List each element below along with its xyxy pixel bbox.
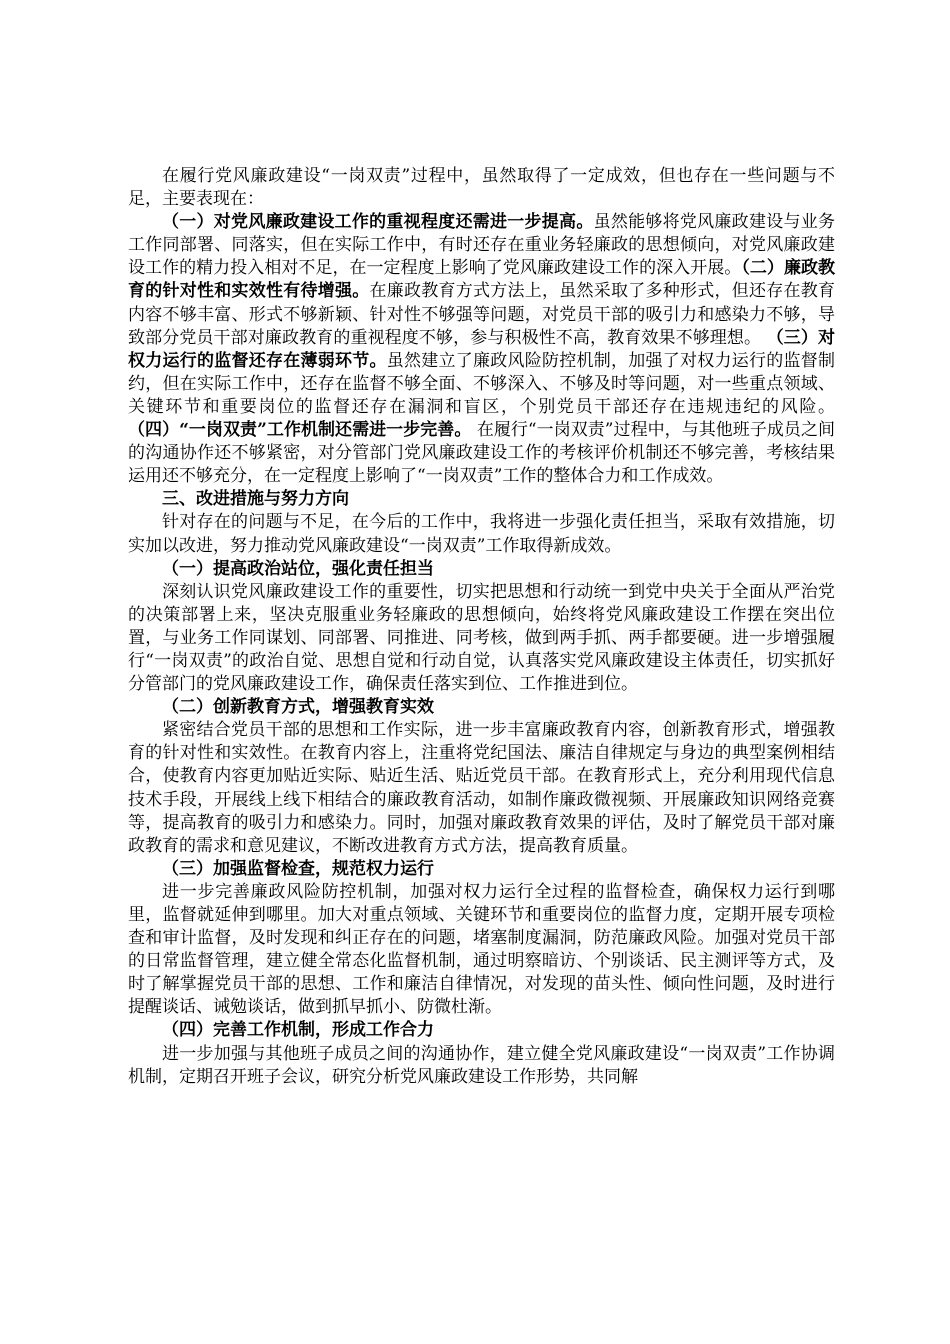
problem-3-text: 虽然建立了廉政风险防控机制，加强了对权力运行的监督制约，但在实际工作中，还存在监督不够全面、不够深入、不够及时等问题，对一些重点领域、关键环节和重要岗位的监督还存在漏洞和盲区，个别党员干部还存在违规违纪的风险。	[128, 350, 835, 417]
section-3-heading: 三、改进措施与努力方向	[162, 489, 349, 510]
measure-3-text: 进一步完善廉政风险防控机制，加强对权力运行全过程的监督检查，确保权力运行到哪里，监督就延伸到哪里。加大对重点领域、关键环节和重要岗位的监督力度，定期开展专项检查和审计监督，及时发现和纠正存在的问题，堵塞制度漏洞，防范廉政风险。加强对党员干部的日常监督管理，建立健全常态化监督机制，通过明察暗访、个别谈话、民主测评等方式，及时了解掌握党员干部的思想、工作和廉洁自律情况，对发现的苗头性、倾向性问题，及时进行提醒谈话、诫勉谈话，做到抓早抓小、防微杜渐。	[128, 881, 835, 1018]
problem-1-text: 虽然能够将党风廉政建设与业务工作同部署、同落实，但在实际工作中，有时还存在重业务轻廉政的思想倾向，对党风廉政建设工作的精力投入相对不足，在一定程度上影响了党风廉政建设工作的深入开展。	[128, 212, 835, 279]
measure-2-text: 紧密结合党员干部的思想和工作实际，进一步丰富廉政教育内容，创新教育形式，增强教育的针对性和实效性。在教育内容上，注重将党纪国法、廉洁自律规定与身边的典型案例相结合，使教育内容更加贴近实际、贴近生活、贴近党员干部。在教育形式上，充分利用现代信息技术手段，开展线上线下相结合的廉政教育活动，如制作廉政微视频、开展廉政知识网络竞赛等，提高教育的吸引力和感染力。同时，加强对廉政教育效果的评估，及时了解党员干部对廉政教育的需求和意见建议，不断改进教育方式方法，提高教育质量。	[128, 720, 835, 856]
problem-4-title: （四）“一岗双责”工作机制还需进一步完善。	[128, 420, 472, 441]
document-page	[128, 165, 835, 1089]
intro-paragraph: 在履行党风廉政建设“一岗双责”过程中，虽然取得了一定成效，但也存在一些问题与不足，主要表现在：	[128, 166, 835, 210]
measure-3-heading: （三）加强监督检查，规范权力运行	[162, 858, 434, 879]
measure-1-text: 深刻认识党风廉政建设工作的重要性，切实把思想和行动统一到党中央关于全面从严治党的决策部署上来，坚决克服重业务轻廉政的思想倾向，始终将党风廉政建设工作摆在突出位置，与业务工作同谋划、同部署、同推进、同考核，做到两手抓、两手都要硬。进一步增强履行“一岗双责”的政治自觉、思想自觉和行动自觉，认真落实党风廉政建设主体责任，切实抓好分管部门的党风廉政建设工作，确保责任落实到位、工作推进到位。	[128, 581, 835, 695]
problem-3-title: （三）对权力运行的监督还存在薄弱环节。	[128, 327, 836, 371]
problems-paragraph	[128, 211, 835, 488]
problem-2-text: 在廉政教育方式方法上，虽然采取了多种形式，但还存在教育内容不够丰富、形式不够新颖、针对性不够强等问题，对党员干部的吸引力和感染力不够，导致部分党员干部对廉政教育的重视程度不够，参与积极性不高，教育效果不够理想。	[128, 281, 835, 348]
measure-4-heading: （四）完善工作机制，形成工作合力	[162, 1020, 434, 1041]
problem-1-title: （一）对党风廉政建设工作的重视程度还需进一步提高。	[162, 212, 594, 233]
measure-1-heading: （一）提高政治站位，强化责任担当	[162, 558, 434, 579]
problem-2-title: （二）廉政教育的针对性和实效性有待增强。	[128, 258, 836, 302]
problem-4-text: 在履行“一岗双责”过程中，与其他班子成员之间的沟通协作还不够紧密，对分管部门党风廉政建设工作的考核评价机制还不够完善，考核结果运用还不够充分，在一定程度上影响了“一岗双责”工作的整体合力和工作成效。	[128, 420, 835, 487]
measure-4-text: 进一步加强与其他班子成员之间的沟通协作，建立健全党风廉政建设“一岗双责”工作协调机制，定期召开班子会议，研究分析党风廉政建设工作形势，共同解	[128, 1043, 835, 1087]
measure-2-heading: （二）创新教育方式，增强教育实效	[162, 697, 434, 718]
section-3-intro: 针对存在的问题与不足，在今后的工作中，我将进一步强化责任担当，采取有效措施，切实加以改进，努力推动党风廉政建设“一岗双责”工作取得新成效。	[128, 512, 835, 556]
